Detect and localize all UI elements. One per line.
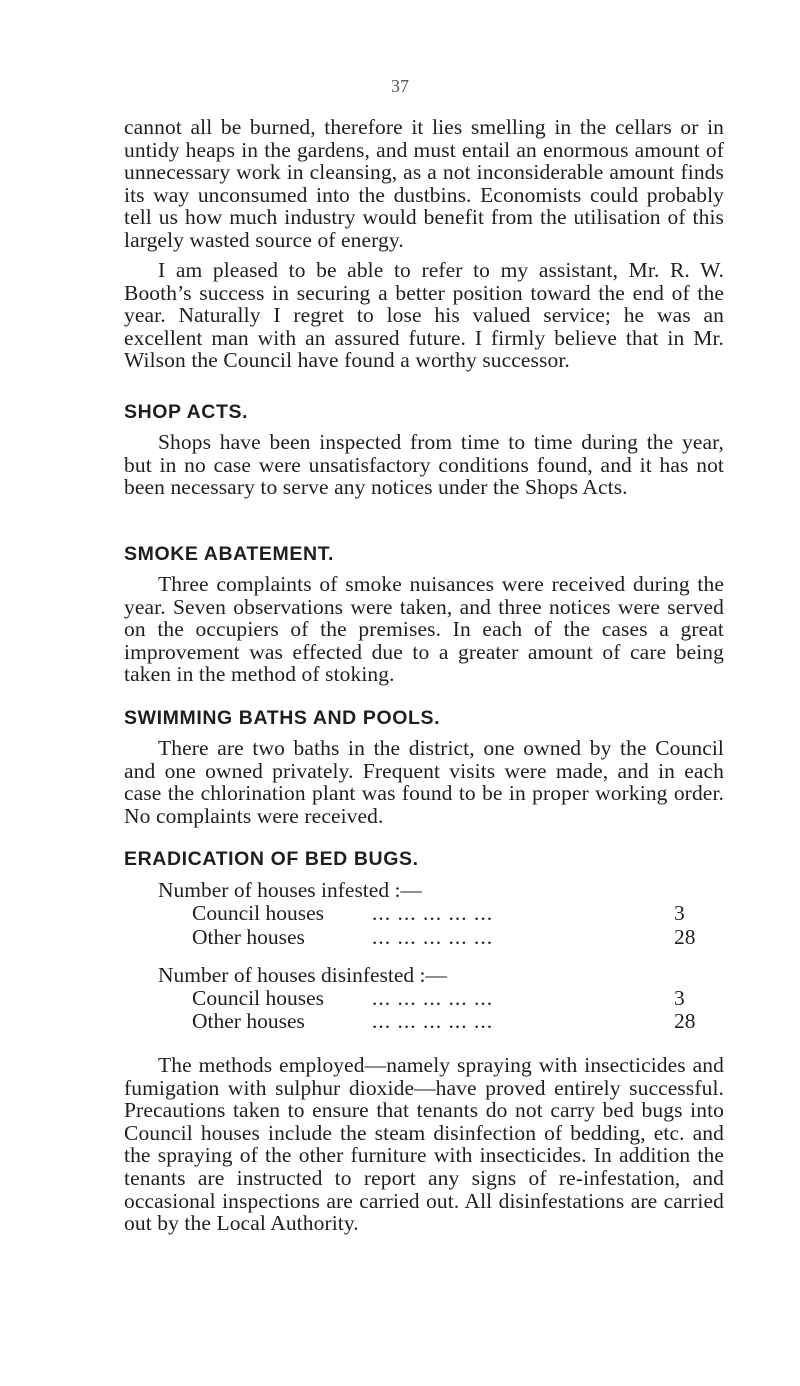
bed-bugs-paragraph [124,1054,724,1235]
disinfested-label: Number of houses disinfested :— [158,963,448,987]
row-name: Council houses [192,986,324,1010]
heading-smoke-abatement: SMOKE ABATEMENT. [124,543,335,565]
row-name: Other houses [192,925,305,949]
section-smoke-abatement [124,542,724,686]
row-value: 28 [674,1009,696,1033]
leader-dots: ... ... ... ... ... [372,986,494,1010]
smoke-abatement-text: Three complaints of smoke nuisances were received during the year. Seven observations were taken, and three notices were served on the occupiers of the premises. In each of the cases a great improvement was effected due to a greater amount of care being taken in the method of stoking. [124,572,724,687]
intro-text-2: I am pleased to be able to refer to my assistant, Mr. R. W. Booth’s success in securing a better position toward the end of the year. Naturally I regret to lose his valued service; he was an excellent man with an assured future. I firmly believe that in Mr. Wilson the Council have found a worthy successor. [124,258,724,373]
section-shop-acts [124,400,724,499]
row-name: Council houses [192,901,324,925]
heading-bed-bugs: ERADICATION OF BED BUGS. [124,848,419,870]
leader-dots: ... ... ... ... ... [372,901,494,925]
row-value: 3 [674,901,685,925]
table-row [192,986,726,1010]
swimming-baths-text: There are two baths in the district, one owned by the Council and one owned privately. Frequent visits were made, and in each case the chlorination plant was found to be in proper working order. No complaints were received. [124,736,724,828]
intro-paragraph-2 [124,259,724,372]
section-swimming-baths [124,706,724,827]
shop-acts-text: Shops have been inspected from time to time during the year, but in no case were unsatisfactory conditions found, and it has not been necessary to serve any notices under the Shops Acts. [124,430,724,500]
row-value: 3 [674,986,685,1010]
row-name: Other houses [192,1009,305,1033]
page-number: 37 [391,76,409,96]
intro-paragraph-1 [124,116,724,252]
table-row [192,925,726,949]
bed-bugs-text: The methods employed—namely spraying with insecticides and fumigation with sulphur dioxide—have proved entirely successful. Precautions taken to ensure that tenants do not carry bed bugs into Council houses include the steam disinfection of bedding, etc. and the spraying of the other furniture with insecticides. In addition the tenants are instructed to report any signs of re-infestation, and occasional inspections are carried out. All disinfestations are carried out by the Local Authority. [124,1053,724,1236]
table-row [192,901,726,925]
infested-label: Number of houses infested :— [158,878,422,902]
intro-text-1: cannot all be burned, therefore it lies smelling in the cellars or in untidy heaps in the gardens, and must entail an enormous amount of unnecessary work in cleansing, as a not inconsiderable amount finds its way unconsumed into the dustbins. Economists could probably tell us how much industry would benefit from the utilisation of this largely wasted source of energy. [124,115,724,252]
table-row [192,1009,726,1033]
heading-shop-acts: SHOP ACTS. [124,401,249,423]
leader-dots: ... ... ... ... ... [372,1009,494,1033]
row-value: 28 [674,925,696,949]
heading-swimming-baths: SWIMMING BATHS AND POOLS. [124,707,441,729]
section-bed-bugs [124,847,724,871]
leader-dots: ... ... ... ... ... [372,925,494,949]
